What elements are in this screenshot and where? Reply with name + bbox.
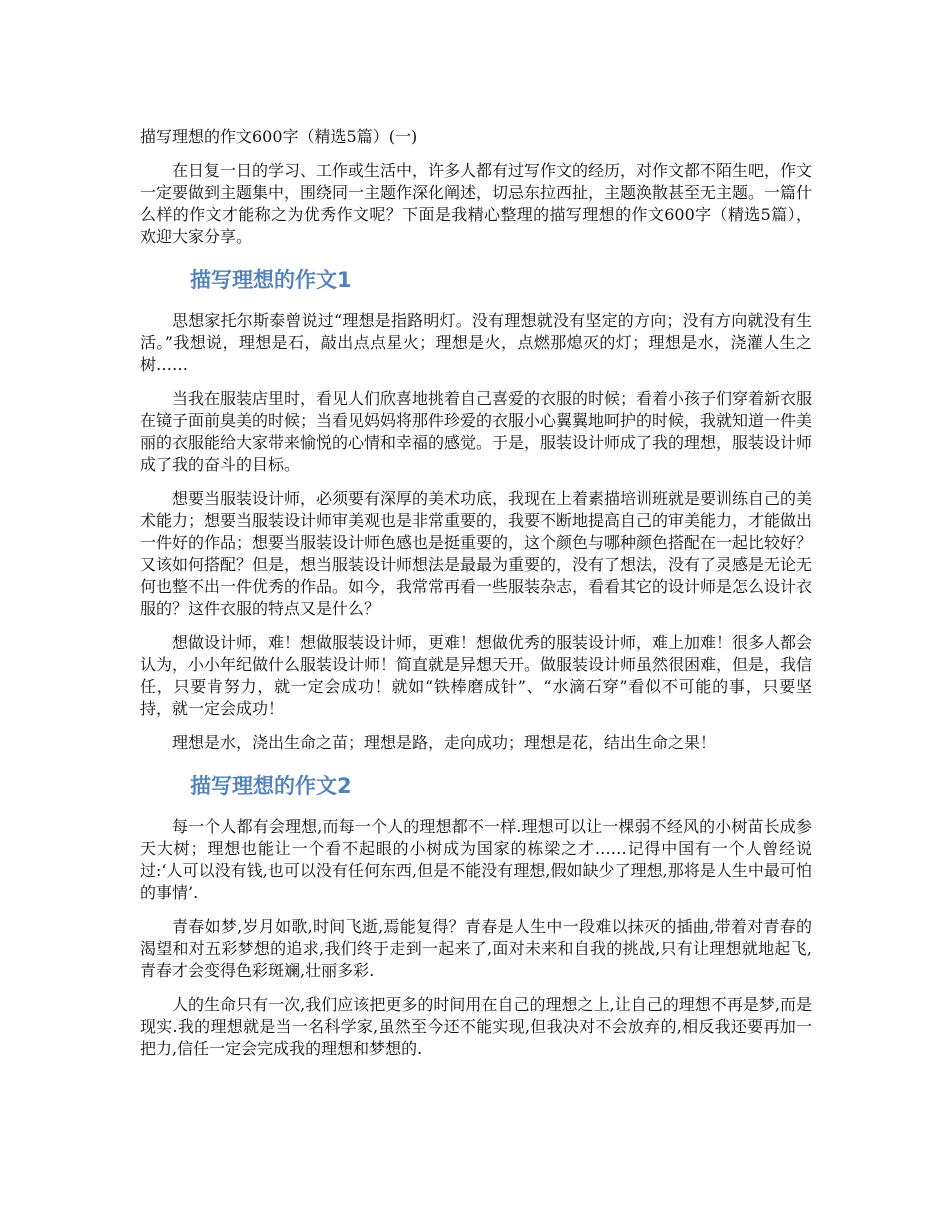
section-2-paragraph-3: 人的生命只有一次,我们应该把更多的时间用在自己的理想之上,让自己的理想不再是梦,而是现实.我的理想就是当一名科学家,虽然至今还不能实现,但我决对不会放弃的,相反我还要再加一把力,信任一定会完成我的理想和梦想的.: [140, 995, 812, 1058]
essay-section-2: [140, 772, 812, 1060]
section-heading-2: 描写理想的作文2: [190, 774, 352, 798]
section-2-paragraph-2: 青春如梦,岁月如歌,时间飞逝,焉能复得？青春是人生中一段难以抹灭的插曲,带着对青春的渴望和对五彩梦想的追求,我们终于走到一起来了,面对未来和自我的挑战,只有让理想就地起飞,青春才会变得色彩斑斓,壮丽多彩.: [140, 917, 812, 980]
section-heading-1: 描写理想的作文1: [190, 268, 352, 292]
section-1-paragraph-5: 理想是水，浇出生命之苗；理想是路，走向成功；理想是花，结出生命之果！: [172, 733, 717, 752]
document-title: 描写理想的作文600字（精选5篇）(一): [140, 127, 418, 146]
section-1-paragraph-2: 当我在服装店里时，看见人们欣喜地挑着自己喜爱的衣服的时候；看着小孩子们穿着新衣服在镜子面前臭美的时候；当看见妈妈将那件珍爱的衣服小心翼翼地呵护的时候，我就知道一件美丽的衣服能给大家带来愉悦的心情和幸福的感觉。于是，服装设计师成了我的理想，服装设计师成了我的奋斗的目标。: [140, 389, 813, 474]
section-1-paragraph-4: 想做设计师，难！想做服装设计师，更难！想做优秀的服装设计师，难上加难！很多人都会认为，小小年纪做什么服装设计师！简直就是异想天开。做服装设计师虽然很困难，但是，我信任，只要肯努力，就一定会成功！就如“铁棒磨成针”、“水滴石穿”看似不可能的事，只要坚持，就一定会成功！: [140, 633, 813, 718]
section-1-paragraph-3: 想要当服装设计师，必须要有深厚的美术功底，我现在上着素描培训班就是要训练自己的美术能力；想要当服装设计师审美观也是非常重要的，我要不断地提高自己的审美能力，才能做出一件好的作品；想要当服装设计师色感也是挺重要的，这个颜色与哪种颜色搭配在一起比较好？又该如何搭配？但是，想当服装设计师想法是最最为重要的，没有了想法，没有了灵感是无论无何也整不出一件优秀的作品。如今，我常常再看一些服装杂志，看看其它的设计师是怎么设计衣服的？这件衣服的特点又是什么？: [140, 489, 813, 618]
document-page: [140, 126, 812, 1072]
section-2-paragraph-1: 每一个人都有会理想,而每一个人的理想都不一样.理想可以让一棵弱不经风的小树苗长成参天大树；理想也能让一个看不起眼的小树成为国家的栋梁之才……记得中国有一个人曾经说过:‘人可以没有钱,也可以没有任何东西,但是不能没有理想,假如缺少了理想,那将是人生中最可怕的事情’.: [140, 817, 812, 902]
section-1-paragraph-1: 思想家托尔斯泰曾说过“理想是指路明灯。没有理想就没有坚定的方向；没有方向就没有生活。”我想说，理想是石，敲出点点星火；理想是火，点燃那熄灭的灯；理想是水，浇灌人生之树……: [140, 311, 812, 374]
essay-section-1: [140, 266, 812, 754]
intro-paragraph: 在日复一日的学习、工作或生活中，许多人都有过写作文的经历，对作文都不陌生吧，作文一定要做到主题集中，围绕同一主题作深化阐述，切忌东拉西扯，主题涣散甚至无主题。一篇什么样的作文才能称之为优秀作文呢？下面是我精心整理的描写理想的作文600字（精选5篇），欢迎大家分享。: [140, 161, 813, 246]
